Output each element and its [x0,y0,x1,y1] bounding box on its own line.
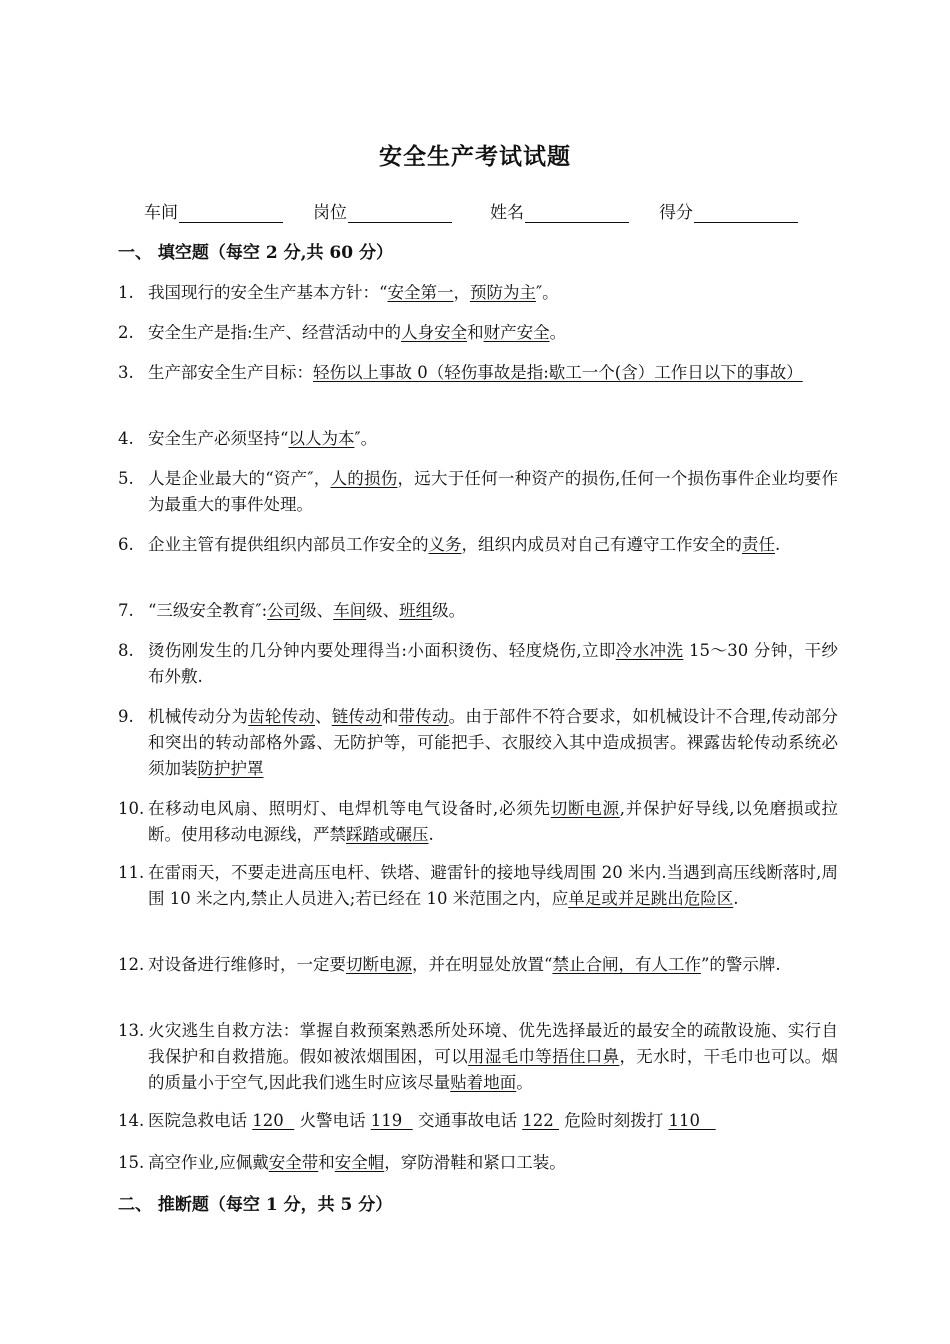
question-text: 企业主管有提供组织内部员工作安全的 [148,535,429,554]
question-text: 机械传动分为 [148,707,249,726]
answer-text: 班组 [399,601,433,620]
answer-text: 人的损伤 [330,469,398,488]
name-blank [525,204,629,223]
question-item [118,598,838,624]
question-text: 医院急救电话 [148,1111,253,1130]
question-text: 和 [381,707,399,726]
question-text: . [733,889,739,908]
question-number: 3. [118,363,134,382]
workshop-field [144,198,283,223]
workshop-label: 车间 [144,203,178,223]
answer-text: 贴着地面 [450,1073,517,1092]
answer-text: 110 [668,1111,716,1130]
question-text: 。 [516,1073,533,1092]
question-number: 4. [118,429,134,448]
question-item [118,466,838,518]
answer-text: 车间 [333,601,367,620]
answer-text: 预防为主 [469,283,536,302]
question-item [118,796,838,848]
question-text: 交通事故电话 [412,1111,523,1130]
question-item [118,320,838,346]
answer-text: 以人为本 [288,429,355,448]
question-number: 15. [118,1153,145,1172]
question-number: 2. [118,323,134,342]
question-item [118,860,838,912]
post-label: 岗位 [313,203,347,223]
question-text: 在雷雨天，不要走进高压电杆、铁塔、避雷针的接地导线周围 20 米内.当遇到高压线断落时,周围 10 米之内,禁止人员进入;若已经在 10 米范围之内，应 [148,863,838,908]
question-text: 、 [315,707,332,726]
question-number: 6. [118,535,134,554]
post-field [313,198,452,223]
answer-text: 齿轮传动 [248,707,316,726]
answer-text: 119 [370,1111,413,1130]
question-number: 11. [118,863,145,882]
answer-text: 禁止合闸，有人工作 [552,955,701,974]
question-number: 10. [118,799,145,818]
question-item [118,1108,838,1134]
question-text: 15～30 分钟，干纱布外敷. [148,641,839,686]
answer-text: 链传动 [331,707,382,726]
name-field [490,198,629,223]
score-label: 得分 [659,203,693,223]
score-field [659,198,798,223]
question-number: 9. [118,707,134,726]
answer-text: 用湿毛巾等捂住口鼻 [467,1047,620,1066]
answer-text: 财产安全 [483,323,550,342]
question-text: 在移动电风扇、照明灯、电焊机等电气设备时,必须先 [148,799,551,818]
section-heading-fill-blank: 一、 填空题（每空 2 分,共 60 分） [118,243,393,263]
score-blank [694,204,798,223]
question-item [118,280,838,306]
question-number: 7. [118,601,134,620]
answer-text: 切断电源 [346,955,412,974]
question-text: ″。 [535,283,559,302]
answer-text: 义务 [428,535,462,554]
answer-text: 切断电源 [550,799,620,818]
question-number: 8. [118,641,134,660]
question-item [118,426,838,452]
question-text: ，并在明显处放置“ [412,955,553,974]
section-heading-judgment: 二、 推断题（每空 1 分，共 5 分） [118,1195,393,1215]
question-text: ，无水时，干毛巾也可以。烟的质量小于空气,因此我们逃生时应该尽量 [148,1047,839,1092]
question-text: 生产部安全生产目标： [148,363,313,382]
question-text: 级。 [432,601,466,620]
question-text: “三级安全教育″: [148,601,268,620]
answer-text: 公司 [267,601,301,620]
question-text: 。由于部件不符合要求，如机械设计不合理,传动部分和突出的转动部格外露、无防护等，可能把手、衣服绞入其中造成损害。裸露齿轮传动系统必须加装 [148,707,839,778]
answer-text: 轻伤以上事故 0（轻伤事故是指:歇工一个(含）工作日以下的事故） [313,363,803,382]
post-blank [348,204,452,223]
answer-text: 单足或并足跳出危险区 [568,889,734,908]
question-text: 级、 [300,601,334,620]
header-fields [144,198,828,223]
question-text: 烫伤刚发生的几分钟内要处理得当:小面积烫伤、轻度烧伤,立即 [148,641,616,660]
question-text: ″。 [354,429,378,448]
answer-text: 安全帽 [334,1153,385,1172]
answer-text: 防护护罩 [197,759,264,778]
name-label: 姓名 [490,203,524,223]
question-item [118,952,838,978]
question-text: . [428,825,434,844]
answer-text: 安全第一 [387,283,454,302]
workshop-blank [179,204,283,223]
answer-text: 责任 [742,535,775,554]
question-number: 1. [118,283,134,302]
answer-text: 安全带 [268,1153,319,1172]
question-number: 12. [118,955,145,974]
question-text: ,并保护好导线,以免磨损或拉断。使用移动电源线，严禁 [148,799,838,844]
question-text: ，穿防滑鞋和紧口工装。 [384,1153,566,1172]
question-text: 火灾逃生自救方法：掌握自救预案熟悉所处环境、优先选择最近的最安全的疏散设施、实行自我保护和自救措施。假如被浓烟围困，可以 [148,1021,838,1066]
question-text: . [775,535,781,554]
question-text: ”的警示牌. [700,955,781,974]
question-text: 危险时刻拨打 [558,1111,669,1130]
answer-text: 人身安全 [401,323,468,342]
question-item [118,360,838,386]
page-title: 安全生产考试试题 [379,143,571,170]
question-number: 5. [118,469,134,488]
question-text: 和 [467,323,484,342]
answer-text: 120 [252,1111,295,1130]
question-text: 高空作业,应佩戴 [148,1153,269,1172]
question-item [118,1018,838,1096]
question-text: 我国现行的安全生产基本方针：“ [148,283,388,302]
question-item [118,532,838,558]
question-text: 对设备进行维修时，一定要 [148,955,346,974]
question-text: ， [453,283,470,302]
question-text: 人是企业最大的“资产″， [148,469,331,488]
question-number: 13. [118,1021,145,1040]
answer-text: 冷水冲洗 [615,641,684,660]
question-text: 。 [549,323,567,342]
question-number: 14. [118,1111,145,1130]
question-text: ，组织内成员对自己有遵守工作安全的 [461,535,742,554]
question-text: 安全生产是指:生产、经营活动中的 [148,323,402,342]
question-text: 安全生产必须坚持“ [148,429,289,448]
question-text: 级、 [366,601,400,620]
question-text: 和 [318,1153,335,1172]
question-item [118,704,838,782]
question-item [118,1150,838,1176]
answer-text: 带传动 [398,707,449,726]
question-text: ，远大于任何一种资产的损伤,任何一个损伤事件企业均要作为最重大的事件处理。 [148,469,838,514]
question-item [118,638,838,690]
answer-text: 122 [522,1111,559,1130]
question-text: 火警电话 [294,1111,371,1130]
answer-text: 踩踏或碾压 [346,825,429,844]
